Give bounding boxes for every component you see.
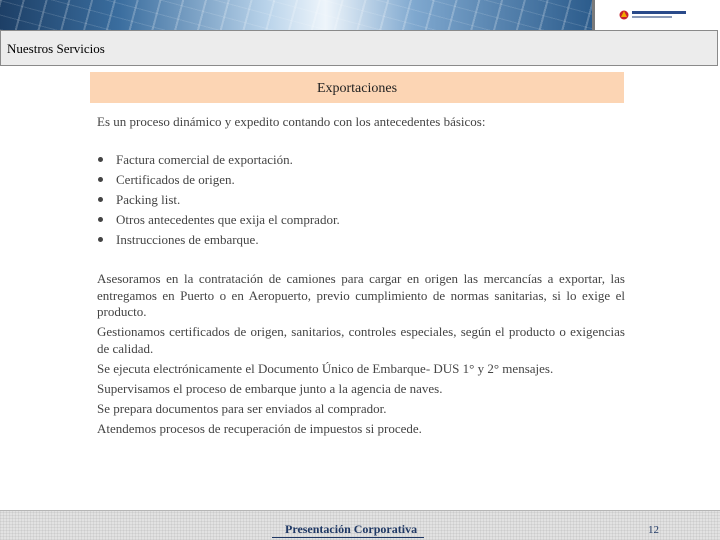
section-header-bar xyxy=(0,30,718,66)
paragraph: Gestionamos certificados de origen, sanitarios, controles especiales, según el producto o exigencias de calidad. xyxy=(97,324,625,356)
header-logo-area xyxy=(595,0,720,30)
list-item: Otros antecedentes que exija el comprador. xyxy=(97,212,340,232)
paragraph: Asesoramos en la contratación de camiones para cargar en origen las mercancías a exportar, las entregamos en Puerto o en Aeropuerto, previo cumplimiento de normas sanitarias, si lo exige el producto. xyxy=(97,271,625,319)
list-item: Factura comercial de exportación. xyxy=(97,152,340,172)
services-description xyxy=(97,271,625,441)
header-banner-image xyxy=(0,0,592,30)
content-title: Exportaciones xyxy=(316,80,398,96)
page-number: 12 xyxy=(648,524,659,536)
paragraph: Atendemos procesos de recuperación de impuestos si procede. xyxy=(97,420,422,436)
list-item: Certificados de origen. xyxy=(97,172,340,192)
bullet-icon xyxy=(98,237,103,242)
company-logo-icon xyxy=(619,8,689,22)
list-item: Instrucciones de embarque. xyxy=(97,232,340,252)
bullet-icon xyxy=(98,177,103,182)
bullet-icon xyxy=(98,217,103,222)
paragraph: Se ejecuta electrónicamente el Documento Único de Embarque- DUS 1° y 2° mensajes. xyxy=(97,360,554,376)
paragraph: Se prepara documentos para ser enviados al comprador. xyxy=(97,400,387,416)
footer-underline xyxy=(272,537,424,538)
intro-text: Es un proceso dinámico y expedito contando con los antecedentes básicos: xyxy=(97,114,486,129)
bullet-icon xyxy=(98,197,103,202)
content-title-box xyxy=(90,72,624,103)
paragraph: Supervisamos el proceso de embarque junto a la agencia de naves. xyxy=(97,380,443,396)
section-title: Nuestros Servicios xyxy=(7,41,105,56)
requirements-list xyxy=(97,152,340,252)
footer-title: Presentación Corporativa xyxy=(285,522,418,536)
list-item: Packing list. xyxy=(97,192,340,212)
bullet-icon xyxy=(98,157,103,162)
